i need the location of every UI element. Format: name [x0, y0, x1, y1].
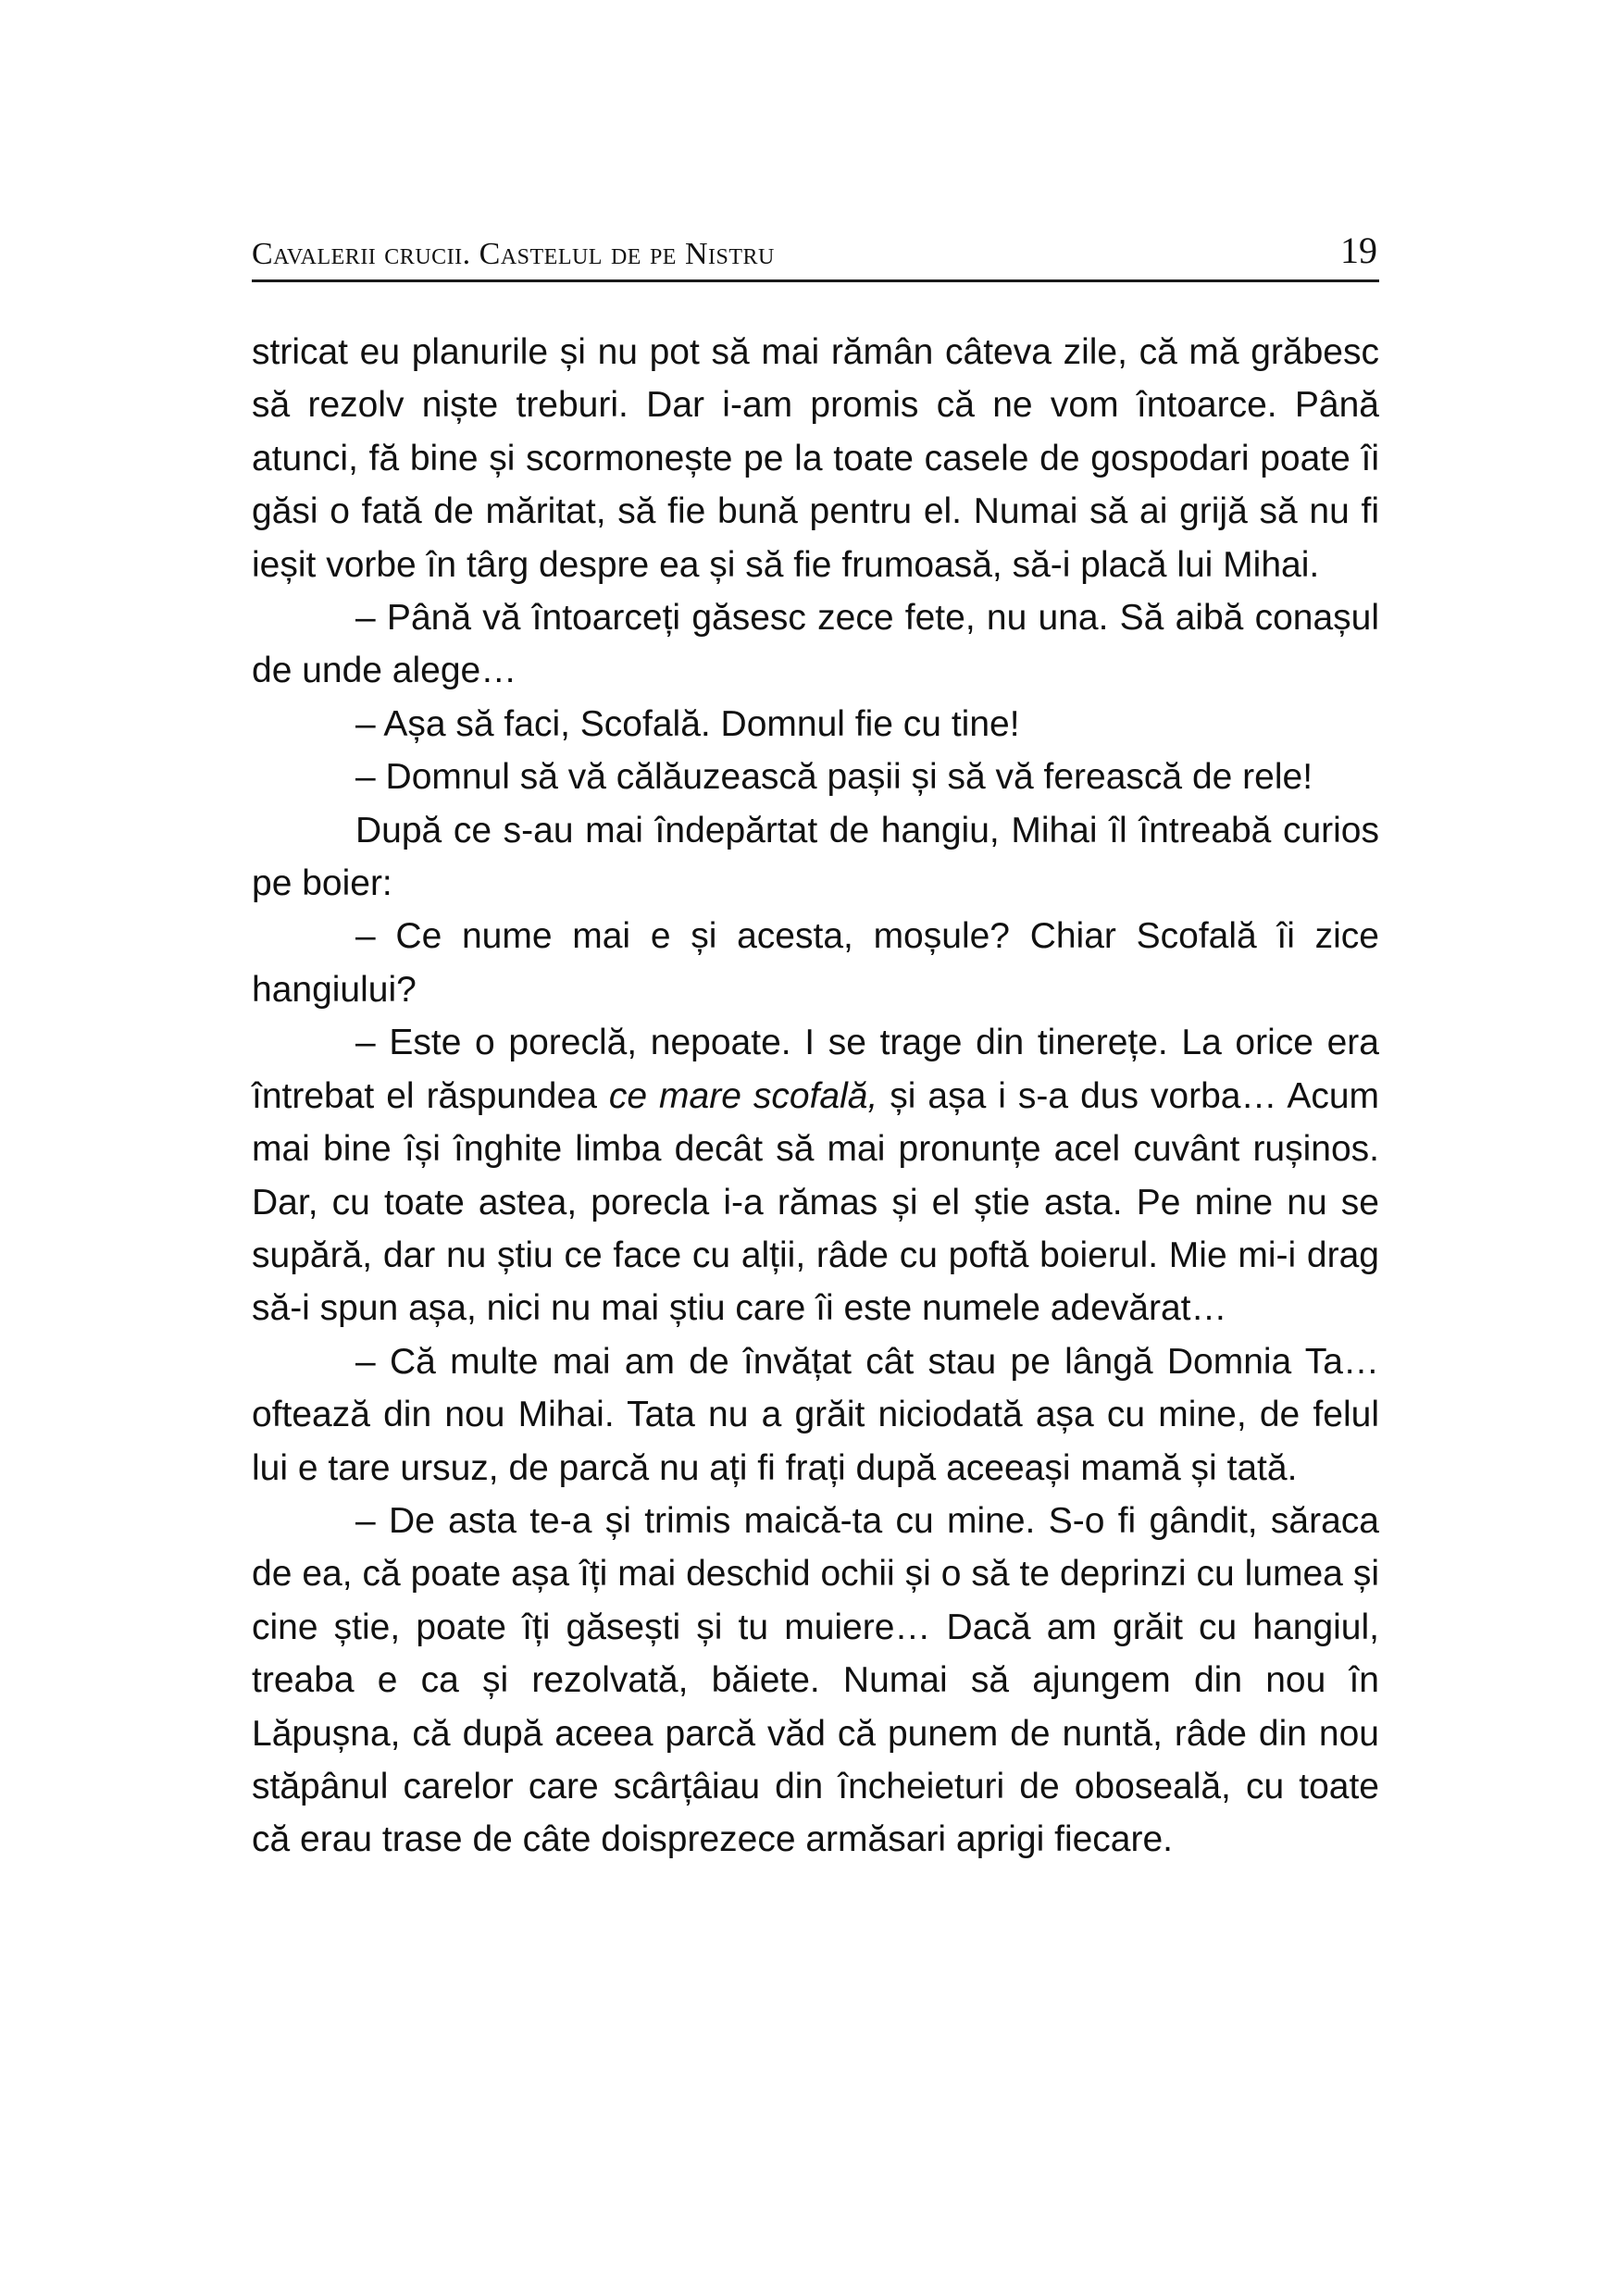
running-header	[252, 226, 1379, 282]
emphasized-phrase: ce mare scofală,	[608, 1075, 878, 1116]
paragraph-dialogue: – Până vă întoarceți găsesc zece fete, nu una. Să aibă conașul de unde alege…	[252, 598, 1379, 691]
paragraph-dialogue: – Așa să faci, Scofală. Domnul fie cu tine!	[355, 703, 1020, 744]
paragraph-text: și așa i s-a dus vorba… Acum mai bine își înghite limba decât să mai pronunțe acel cuvânt rușinos. Dar, cu toate astea, porecla i-a rămas și el știe asta. Pe mine nu se supără, dar nu știu ce face cu alții, râde cu poftă boierul. Mie mi-i drag să-i spun așa, nici nu mai știu care îi este numele adevărat…	[252, 1075, 1380, 1329]
paragraph-narration: După ce s-au mai îndepărtat de hangiu, Mihai îl întreabă curios pe boier:	[252, 810, 1379, 904]
paragraph-dialogue: – Că multe mai am de învățat cât stau pe lângă Domnia Ta… oftează din nou Mihai. Tata nu a grăit niciodată așa cu mine, de felul lui e tare ursuz, de parcă nu ați fi frați după aceeași mamă și tată.	[252, 1341, 1379, 1488]
paragraph-dialogue	[252, 1016, 1379, 1334]
paragraph-dialogue: – De asta te-a și trimis maică-ta cu mine. S-o fi gândit, săraca de ea, că poate așa îți mai deschid ochii și o să te deprinzi cu lumea și cine știe, poate îți găsești și tu muiere… Dacă am grăit cu hangiul, treaba e ca și rezolvată, băiete. Numai să ajungem din nou în Lăpușna, că după aceea parcă văd că punem de nuntă, râde din nou stăpânul carelor care scârțâiau din încheieturi de oboseală, cu toate că erau trase de câte doisprezece armăsari aprigi fiecare.	[252, 1500, 1379, 1860]
page-number: 19	[1340, 230, 1377, 271]
body-text	[252, 326, 1379, 1867]
running-header-title: Cavalerii crucii. Castelul de pe Nistru	[252, 237, 775, 271]
paragraph-dialogue: – Domnul să vă călăuzească pașii și să vă ferească de rele!	[355, 757, 1313, 798]
paragraph-continuation: stricat eu planurile și nu pot să mai rămân câteva zile, că mă grăbesc să rezolv niște treburi. Dar i-am promis că ne vom întoarce. Până atunci, fă bine și scormonește pe la toate casele de gospodari poate îi găsi o fată de măritat, să fie bună pentru el. Numai să ai grijă să nu fi ieșit vorbe în târg despre ea și să fie frumoasă, să-i placă lui Mihai.	[252, 332, 1379, 585]
paragraph-dialogue: – Ce nume mai e și acesta, moșule? Chiar Scofală îi zice hangiului?	[252, 916, 1379, 1010]
paragraph-text: – Este o poreclă, nepoate. I se trage din tinerețe. La orice era întrebat el răspundea	[252, 1023, 1379, 1116]
